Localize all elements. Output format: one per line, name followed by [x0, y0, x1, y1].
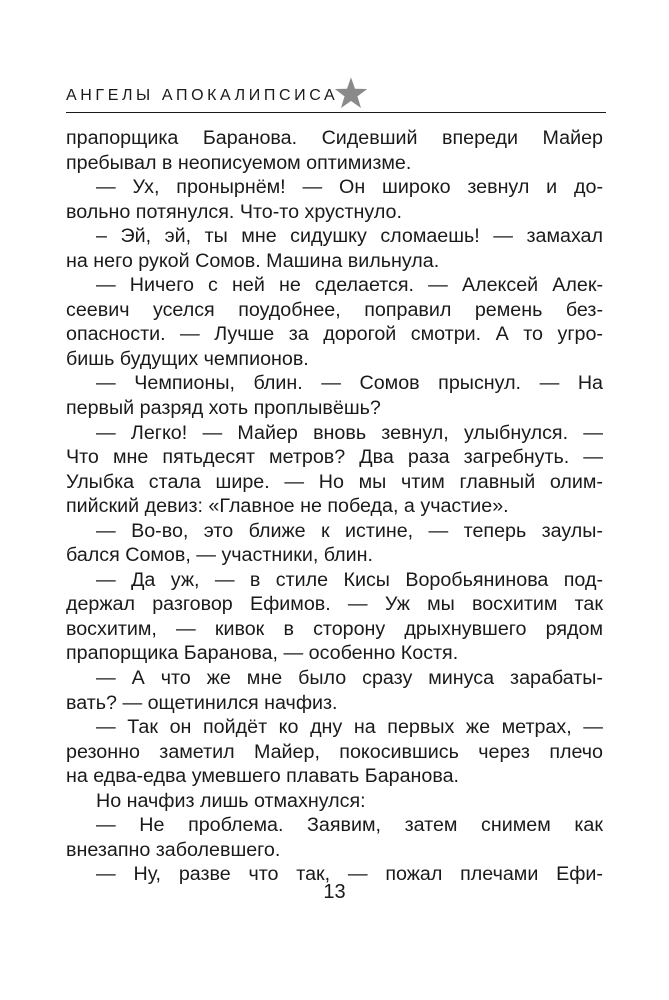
- text-line: Но начфиз лишь отмахнулся:: [96, 789, 366, 812]
- text-line: Что мне пятьдесят метров? Два раза загребнуть. —: [66, 446, 603, 469]
- text-line: на едва-едва умевшего плавать Баранова.: [66, 765, 460, 788]
- text-line: первый разряд хоть проплывёшь?: [66, 397, 381, 420]
- text-line: — Не проблема. Заявим, затем снимем как: [96, 814, 603, 837]
- running-head: [66, 84, 606, 110]
- text-line: пребывал в неописуемом оптимизме.: [66, 151, 412, 174]
- text-line: – Эй, эй, ты мне сидушку сломаешь! — замахал: [96, 225, 603, 248]
- running-title: АНГЕЛЫ АПОКАЛИПСИСА: [66, 87, 339, 104]
- header-rule: [66, 112, 606, 113]
- page-number: 13: [323, 881, 346, 903]
- star-icon: [334, 76, 368, 110]
- text-line: держал разговор Ефимов. — Уж мы восхитим так: [66, 593, 603, 616]
- text-line: пийский девиз: «Главное не победа, а участие».: [66, 495, 509, 518]
- text-line: бался Сомов, — участники, блин.: [66, 544, 373, 567]
- text-line: внезапно заболевшего.: [66, 838, 281, 861]
- body-text: [66, 126, 603, 887]
- text-line: на него рукой Сомов. Машина вильнула.: [66, 249, 440, 272]
- text-line: вать? — ощетинился начфиз.: [66, 691, 338, 714]
- text-line: вольно потянулся. Что-то хрустнуло.: [66, 200, 402, 223]
- text-line: — Легко! — Майер вновь зевнул, улыбнулся. —: [96, 421, 603, 444]
- text-line: Улыбка стала шире. — Но мы чтим главный олим-: [66, 470, 603, 493]
- text-line: восхитим, — кивок в сторону дрыхнувшего рядом: [66, 617, 603, 640]
- text-line: — Во-во, это ближе к истине, — теперь заулы-: [96, 519, 603, 542]
- text-line: — А что же мне было сразу минуса зарабаты-: [96, 667, 603, 690]
- text-line: резонно заметил Майер, покосившись через плечо: [66, 740, 603, 763]
- text-line: прапорщика Баранова. Сидевший впереди Майер: [66, 127, 603, 149]
- text-line: — Ну, разве что так, — пожал плечами Ефи-: [96, 863, 603, 886]
- text-line: прапорщика Баранова, — особенно Костя.: [66, 642, 459, 665]
- text-line: опасности. — Лучше за дорогой смотри. А то угро-: [66, 323, 603, 346]
- text-line: бишь будущих чемпионов.: [66, 347, 309, 370]
- text-line: сеевич уселся поудобнее, поправил ремень без-: [66, 298, 603, 321]
- text-line: — Так он пойдёт ко дну на первых же метрах, —: [96, 716, 603, 739]
- text-line: — Ух, пронырнём! — Он широко зевнул и до-: [96, 176, 603, 199]
- text-line: — Чемпионы, блин. — Сомов прыснул. — На: [96, 372, 603, 395]
- text-line: — Да уж, — в стиле Кисы Воробьянинова под-: [96, 568, 603, 591]
- text-line: — Ничего с ней не сделается. — Алексей Алек-: [96, 274, 603, 297]
